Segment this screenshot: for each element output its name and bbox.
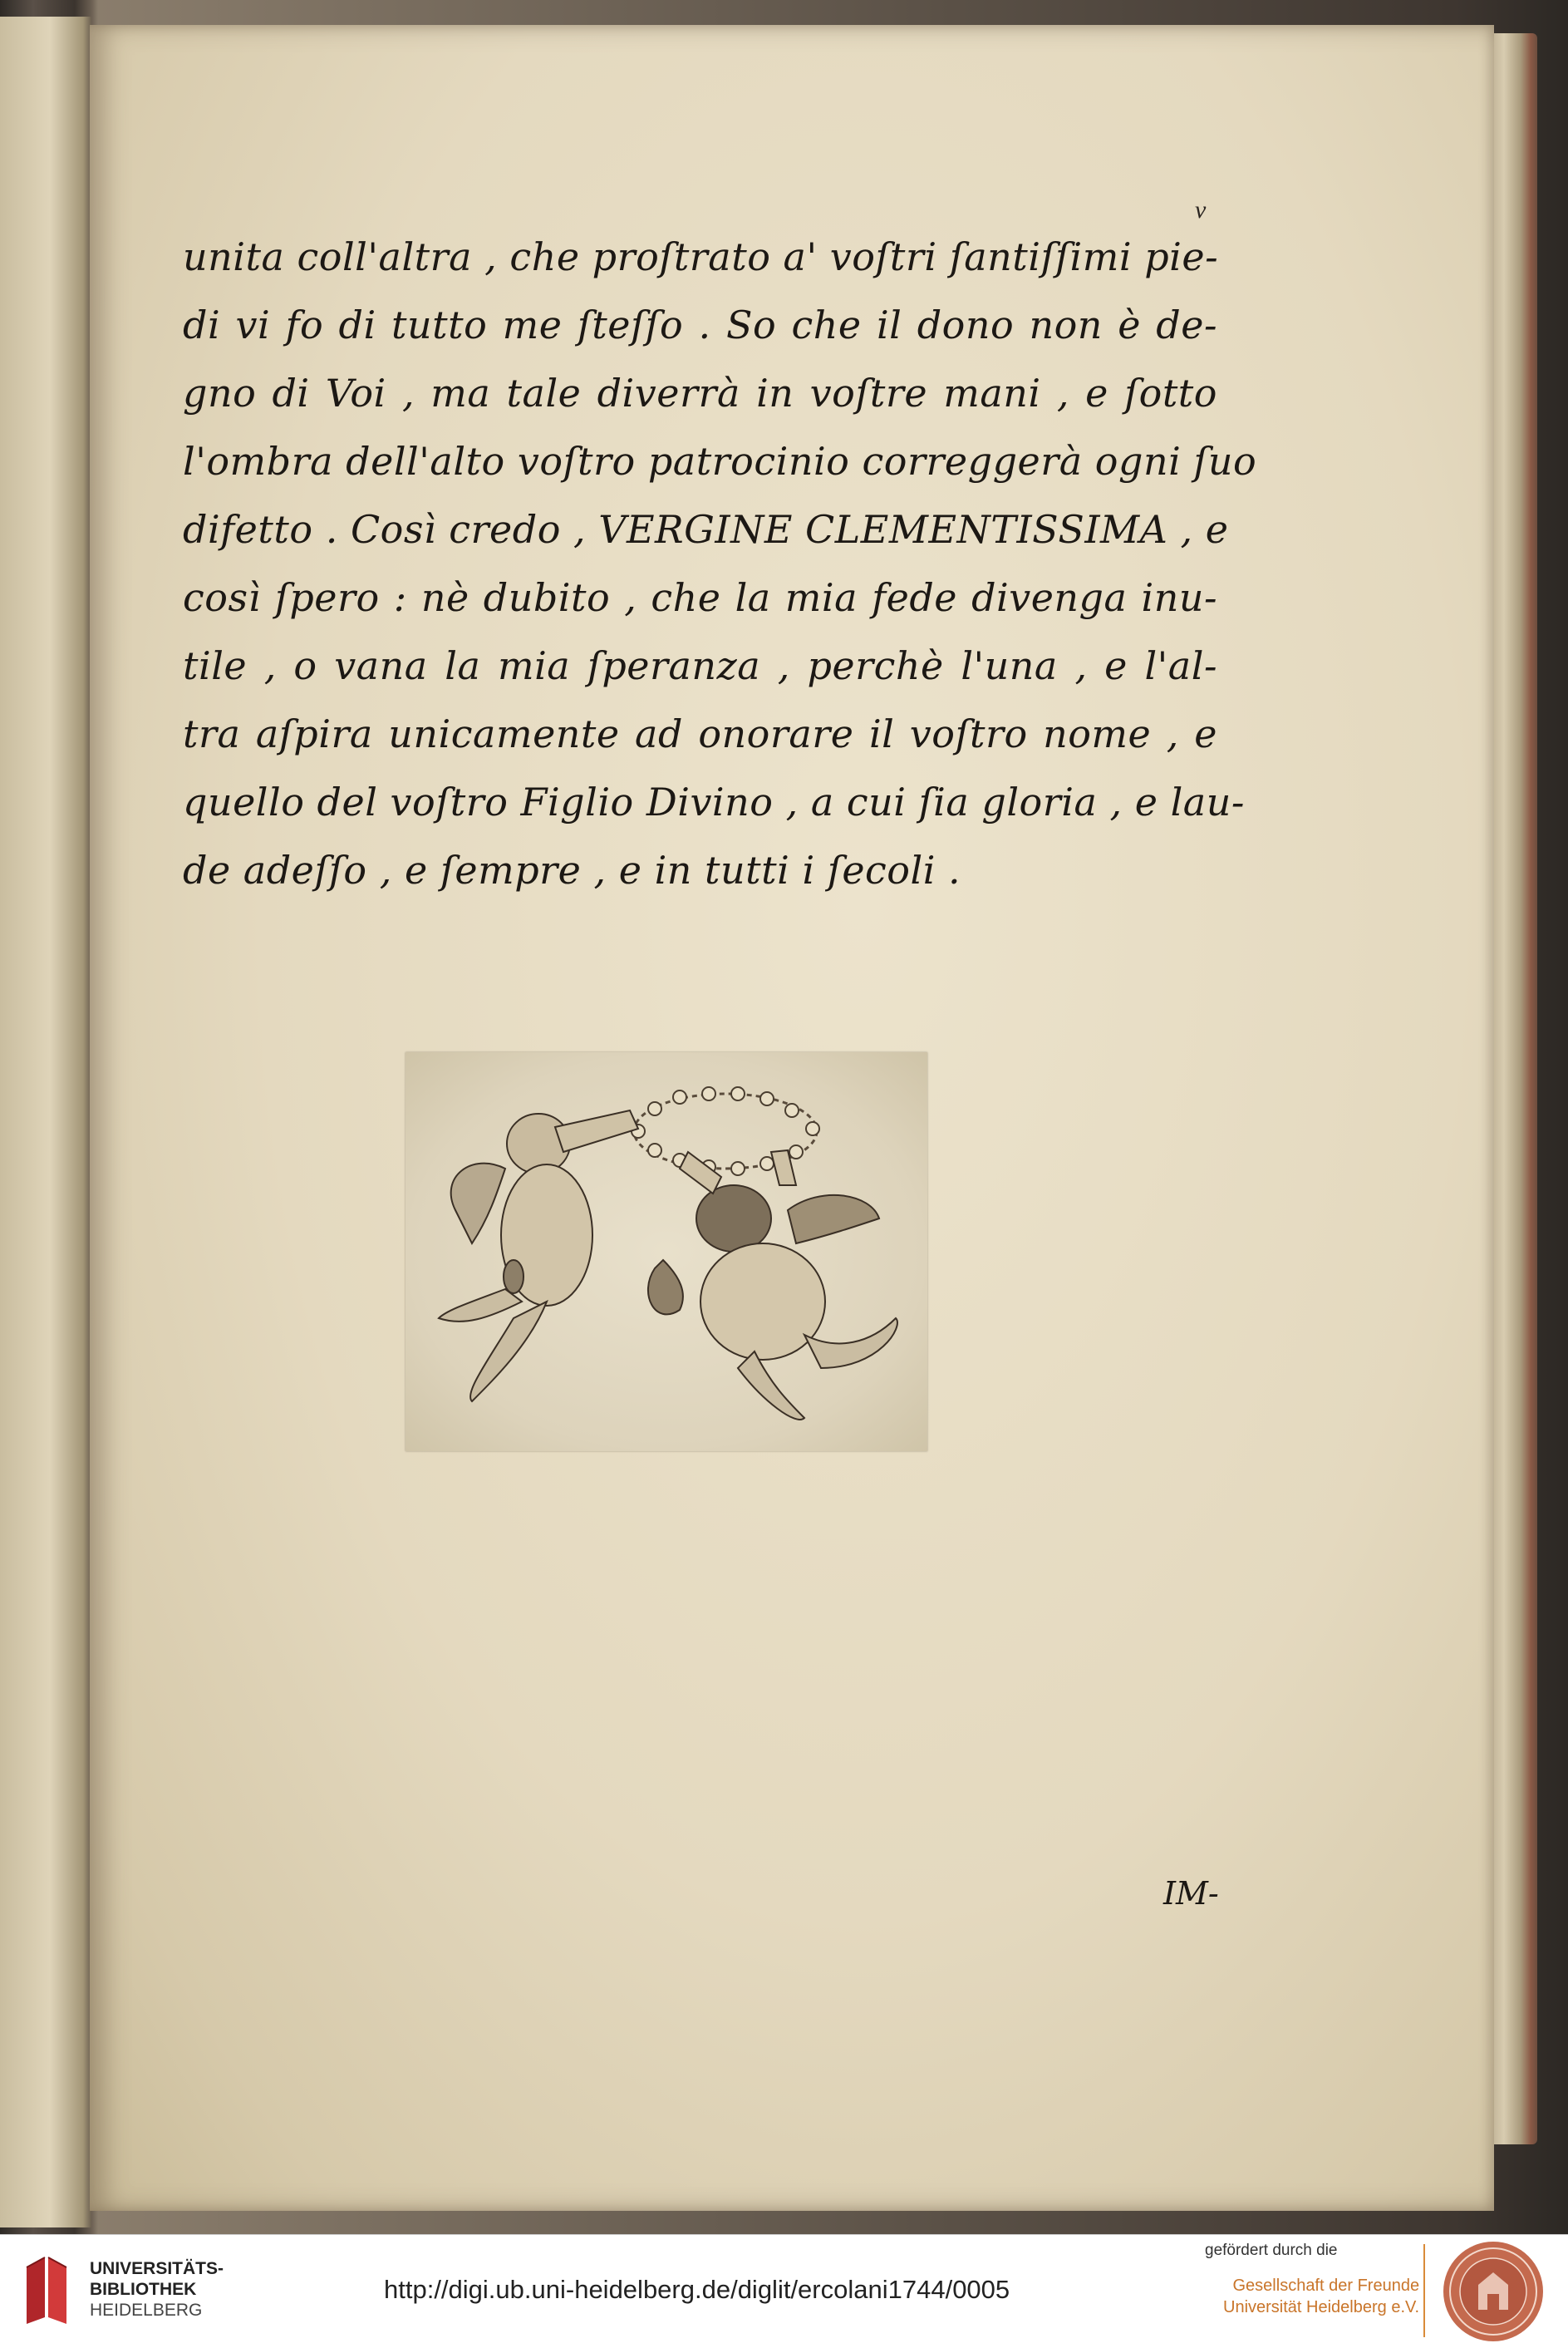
- signature-mark: v: [1195, 196, 1207, 224]
- sponsor-label: gefördert durch die: [1205, 2242, 1338, 2259]
- university-seal-icon: [1441, 2239, 1546, 2344]
- text-line: l'ombra dell'alto voſtro patrocinio correggerà ogni ſuo: [183, 439, 1257, 484]
- cherubs-engraving: [406, 1052, 927, 1451]
- text-line: tra aſpira unicamente ad onorare il voſtro nome , e: [183, 711, 1217, 756]
- catchword: IM-: [1163, 1875, 1219, 1912]
- text-line: de adeſſo , e ſempre , e in tutti i ſecoli .: [183, 848, 961, 893]
- left-page-edge: [0, 17, 91, 2227]
- ub-heidelberg-logo-icon: [20, 2251, 78, 2326]
- cherubs-engraving-art: [406, 1052, 927, 1451]
- permalink-url[interactable]: http://digi.ub.uni-heidelberg.de/diglit/ercolani1744/0005: [384, 2275, 1010, 2304]
- sponsor-name: [1223, 2275, 1419, 2318]
- sponsor-line: Universität Heidelberg e.V.: [1223, 2298, 1420, 2316]
- sponsor-line: Gesellschaft der Freunde: [1232, 2277, 1420, 2295]
- text-line: così ſpero : nè dubito , che la mia fede divenga inu-: [183, 575, 1217, 620]
- text-line: tile , o vana la mia ſperanza , perchè l'una , e l'al-: [183, 643, 1217, 688]
- library-name: [90, 2258, 224, 2321]
- text-line: di vi fo di tutto me ſteſſo . So che il dono non è de-: [183, 303, 1217, 347]
- body-text: [183, 223, 1257, 904]
- library-name-line: HEIDELBERG: [90, 2301, 203, 2320]
- library-name-line: UNIVERSITÄTS-: [90, 2259, 224, 2278]
- library-name-line: BIBLIOTHEK: [90, 2280, 197, 2299]
- text-line: gno di Voi , ma tale diverrà in voſtre mani , e ſotto: [183, 371, 1217, 416]
- footer-divider: [1423, 2244, 1425, 2337]
- text-line: quello del voſtro Figlio Divino , a cui ſia gloria , e lau-: [183, 780, 1245, 825]
- text-line: difetto . Così credo , VERGINE CLEMENTISSIMA , e: [183, 507, 1229, 552]
- text-line: unita coll'altra , che proſtrato a' voſtri ſantiſſimi pie-: [183, 234, 1219, 279]
- book-edge: [1487, 33, 1537, 2144]
